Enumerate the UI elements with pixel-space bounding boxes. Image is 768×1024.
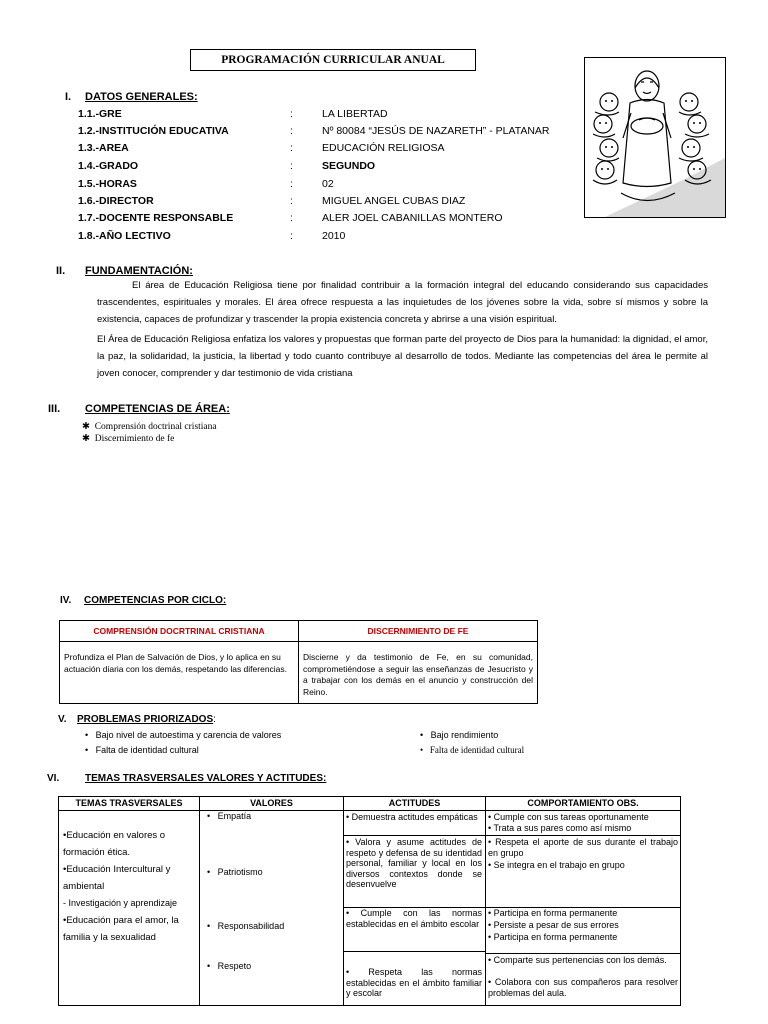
table-header: COMPORTAMIENTO OBS. [527, 798, 639, 808]
list-item: •Educación para el amor, la familia y la sexualidad [63, 915, 179, 943]
temas-list [63, 827, 197, 946]
problema-item: • Bajo nivel de autoestima y carencia de valores [85, 730, 282, 740]
problema-item: • Bajo rendimiento [420, 730, 499, 740]
actitud-item: • Valora y asume actitudes de respeto y defensa de su identidad personal, familiar y local en los diversos contextos donde se desenvuelve [346, 837, 482, 889]
competencia-item: ✱ Comprensión doctrinal cristiana [82, 422, 217, 432]
actitud-item: • Demuestra actitudes empáticas [346, 812, 478, 822]
datos-row: 1.1.-GRE : LA LIBERTAD [78, 108, 388, 120]
table-header: VALORES [250, 798, 293, 808]
actitud-item: • Respeta las normas establecidas en el ámbito familiar y escolar [346, 967, 482, 998]
table-cell: Discierne y da testimonio de Fe, en su comunidad, comprometiéndose a seguir las enseñanzas de Jesucristo y a trabajar con los demás en el anuncio y construcción del Reino. [299, 642, 538, 704]
section-number: IV. [60, 595, 72, 606]
datos-row: 1.5.-HORAS : 02 [78, 178, 334, 190]
section-label: COMPETENCIAS DE ÁREA: [85, 403, 230, 415]
section-number: V. [58, 714, 67, 725]
fundamentacion-paragraph-2: El Área de Educación Religiosa enfatiza los valores y propuestas que forman parte del proyecto de Dios para la humanidad: la dignidad, el amor, la paz, la solidaridad, la justicia, la libertad y todo cuanto contribuye al desarrollo de todos. Mediante las competencias del área le permite al joven conocer, comprender y dar testimonio de vida cristiana [97, 334, 708, 379]
comportamiento-item: • Se integra en el trabajo en grupo [488, 860, 625, 870]
problema-item: • Falta de identidad cultural [85, 745, 199, 755]
valor-item: • Empatía [207, 811, 252, 821]
comportamiento-item: • Participa en forma permanente [488, 908, 618, 918]
list-item: - Investigación y aprendizaje [63, 898, 178, 908]
page-title: PROGRAMACIÓN CURRICULAR ANUAL [190, 49, 476, 71]
comportamiento-item: • Cumple con sus tareas oportunamente [488, 812, 649, 822]
competencias-ciclo-table [59, 620, 538, 704]
valor-item: • Patriotismo [207, 867, 263, 877]
datos-row: 1.4.-GRADO : SEGUNDO [78, 160, 376, 172]
list-item: •Educación Intercultural y ambiental [63, 864, 171, 892]
table-header: DISCERNIMIENTO DE FE [299, 621, 538, 642]
datos-row: 1.3.-AREA : EDUCACIÓN RELIGIOSA [78, 142, 445, 154]
section-number: I. [65, 91, 72, 103]
comportamiento-item: • Comparte sus pertenencias con los demás. [488, 955, 667, 965]
valor-item: • Responsabilidad [207, 921, 285, 931]
temas-table [58, 796, 681, 1006]
section-number: III. [48, 403, 61, 415]
comportamiento-item: • Trata a sus pares como así mismo [488, 823, 632, 833]
comportamiento-item: • Persiste a pesar de sus errores [488, 920, 619, 930]
table-header: TEMAS TRASVERSALES [75, 798, 183, 808]
asterisk-bullet-icon: ✱ [82, 422, 90, 432]
problema-item: • Falta de identidad cultural [420, 745, 525, 755]
section-number: II. [56, 265, 66, 277]
asterisk-bullet-icon: ✱ [82, 434, 90, 444]
section-label: FUNDAMENTACIÓN: [85, 265, 193, 277]
valor-item: • Respeto [207, 961, 252, 971]
section-label: TEMAS TRASVERSALES VALORES Y ACTITUDES: [85, 773, 327, 784]
comportamiento-item: • Colabora con sus compañeros para resolver problemas del aula. [488, 977, 679, 998]
table-header: ACTITUDES [388, 798, 441, 808]
section-label: COMPETENCIAS POR CICLO: [84, 595, 227, 606]
fundamentacion-paragraph-1: El área de Educación Religiosa tiene por finalidad contribuir a la formación integral del educando considerando sus capacidades trascendentes, espirituales y morales. El área ofrece respuesta a las inquietudes de los jóvenes sobre la vida, sobre sí mismos y sobre la existencia, capaces de profundizar y trascender la propia existencia concreta y abrirse a una visión espiritual. [97, 280, 708, 325]
datos-row: 1.2.-INSTITUCIÓN EDUCATIVA : Nº 80084 “JESÚS DE NAZARETH” - PLATANAR [78, 125, 550, 137]
section-label: PROBLEMAS PRIORIZADOS: [77, 714, 216, 725]
comportamiento-item: • Participa en forma permanente [488, 932, 618, 942]
table-cell: Profundiza el Plan de Salvación de Dios, y lo aplica en su actuación diaria con los demás, respetando las diferencias. [60, 642, 299, 704]
datos-row: 1.7.-DOCENTE RESPONSABLE : ALER JOEL CABANILLAS MONTERO [78, 212, 503, 224]
comportamiento-item: • Respeta el aporte de sus durante el trabajo en grupo [488, 837, 678, 858]
section-number: VI. [47, 773, 60, 784]
section-label: DATOS GENERALES: [85, 91, 198, 103]
actitud-item: • Cumple con las normas establecidas en el ámbito escolar [346, 908, 482, 929]
datos-row: 1.8.-AÑO LECTIVO : 2010 [78, 230, 346, 242]
table-header: COMPRENSIÓN DOCRTRINAL CRISTIANA [60, 621, 299, 642]
datos-row: 1.6.-DIRECTOR : MIGUEL ANGEL CUBAS DIAZ [78, 195, 466, 207]
competencia-item: ✱ Discernimiento de fe [82, 434, 175, 444]
list-item: •Educación en valores o formación ética. [63, 830, 166, 858]
